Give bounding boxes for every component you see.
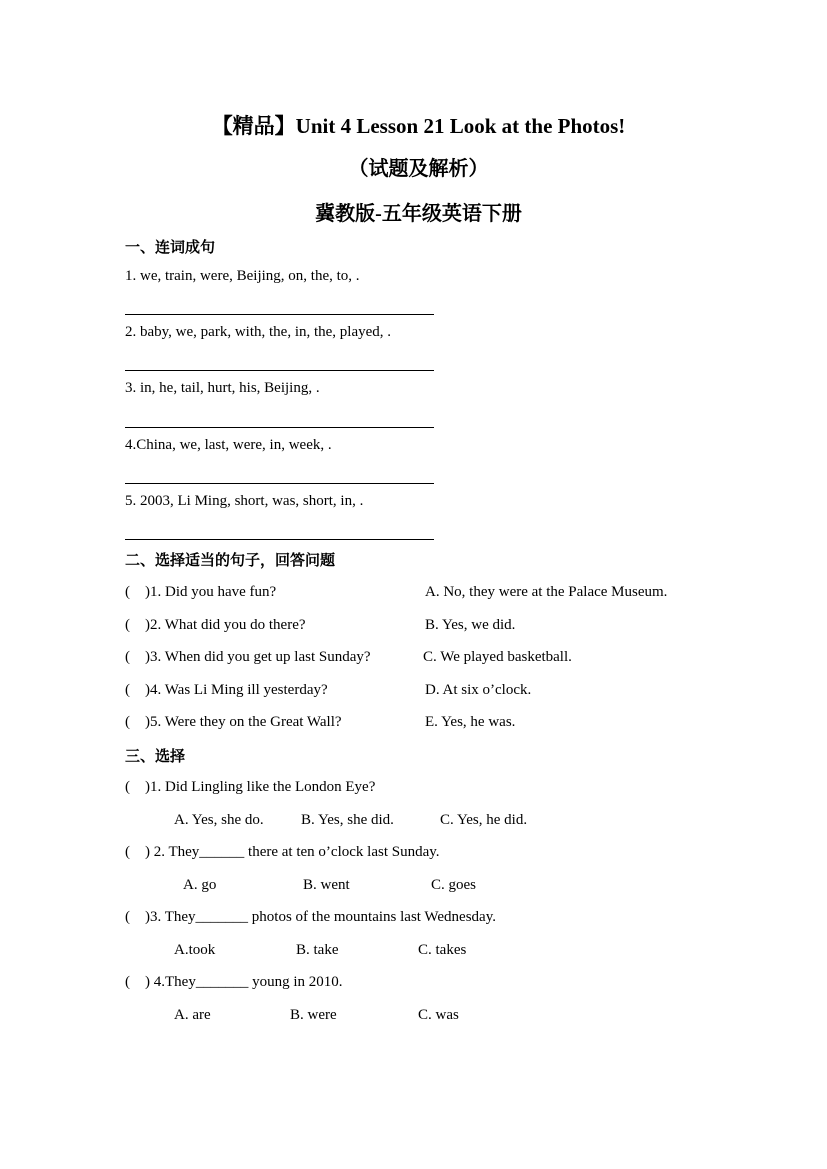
s1-question-3: 3. in, he, tail, hurt, his, Beijing, . <box>125 380 320 396</box>
s2-answer-b: B. Yes, we did. <box>425 617 516 633</box>
s2-answer-e: E. Yes, he was. <box>425 714 516 730</box>
s3-q1-option-a: A. Yes, she do. <box>174 812 264 828</box>
s2-question-5: ( )5. Were they on the Great Wall? <box>125 714 342 730</box>
s2-answer-d: D. At six o’clock. <box>425 682 532 698</box>
s3-q4-option-c: C. was <box>418 1007 459 1023</box>
s3-question-2: ( ) 2. They______ there at ten o’clock last Sunday. <box>125 844 440 860</box>
s2-question-2: ( )2. What did you do there? <box>125 617 306 633</box>
answer-line-3[interactable] <box>125 427 434 428</box>
page-edition: 冀教版-五年级英语下册 <box>315 203 522 225</box>
s1-question-5: 5. 2003, Li Ming, short, was, short, in, . <box>125 493 364 509</box>
section-heading-3: 三、选择 <box>125 747 186 765</box>
answer-line-5[interactable] <box>125 539 434 540</box>
s1-question-1: 1. we, train, were, Beijing, on, the, to, . <box>125 268 360 284</box>
s2-question-1: ( )1. Did you have fun? <box>125 584 277 600</box>
s3-q3-option-c: C. takes <box>418 942 467 958</box>
answer-line-1[interactable] <box>125 314 434 315</box>
answer-line-4[interactable] <box>125 483 434 484</box>
s2-question-4: ( )4. Was Li Ming ill yesterday? <box>125 682 328 698</box>
s3-q4-option-b: B. were <box>290 1007 337 1023</box>
s3-q2-option-a: A. go <box>183 877 217 893</box>
s2-answer-c: C. We played basketball. <box>423 649 572 665</box>
s3-q1-option-c: C. Yes, he did. <box>440 812 528 828</box>
section-heading-2: 二、选择适当的句子，回答问题 <box>125 551 336 569</box>
s3-q1-option-b: B. Yes, she did. <box>301 812 394 828</box>
page-subtitle: （试题及解析） <box>348 158 489 180</box>
s3-q2-option-c: C. goes <box>431 877 476 893</box>
section-heading-1: 一、连词成句 <box>125 238 216 256</box>
answer-line-2[interactable] <box>125 370 434 371</box>
s3-q2-option-b: B. went <box>303 877 350 893</box>
s3-q4-option-a: A. are <box>174 1007 211 1023</box>
s3-question-3: ( )3. They_______ photos of the mountains last Wednesday. <box>125 909 496 925</box>
page-title: 【精品】Unit 4 Lesson 21 Look at the Photos! <box>211 114 626 138</box>
s1-question-2: 2. baby, we, park, with, the, in, the, played, . <box>125 324 392 340</box>
s3-q3-option-b: B. take <box>296 942 339 958</box>
s3-question-1: ( )1. Did Lingling like the London Eye? <box>125 779 376 795</box>
s1-question-4: 4.China, we, last, were, in, week, . <box>125 437 332 453</box>
s2-question-3: ( )3. When did you get up last Sunday? <box>125 649 371 665</box>
s3-q3-option-a: A.took <box>174 942 216 958</box>
s2-answer-a: A. No, they were at the Palace Museum. <box>425 584 668 600</box>
s3-question-4: ( ) 4.They_______ young in 2010. <box>125 974 343 990</box>
